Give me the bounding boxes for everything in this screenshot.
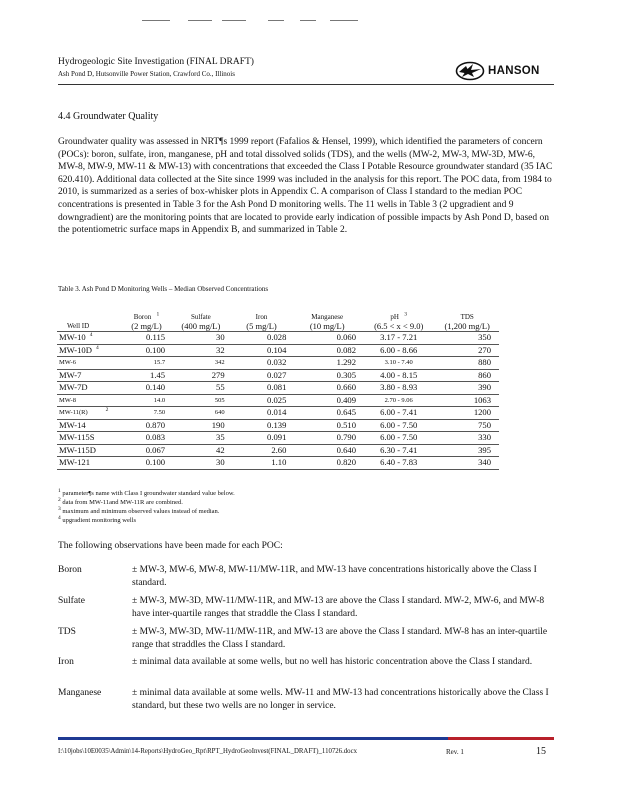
iron-cell: 1.10 (231, 457, 293, 470)
hanson-logo (455, 60, 550, 82)
top-faint-marks (0, 20, 618, 30)
ph-cell: 3.10 - 7.40 (362, 357, 435, 370)
observations-intro: The following observations have been made for each POC: (58, 541, 283, 551)
tds-cell: 1063 (435, 394, 499, 407)
iron-cell: 0.025 (231, 394, 293, 407)
iron-cell: 2.60 (231, 444, 293, 457)
hanson-star-icon (455, 61, 485, 81)
tds-cell: 395 (435, 444, 499, 457)
sulfate-cell: 30 (171, 457, 231, 470)
well-id-cell: MW-6 (57, 357, 122, 370)
iron-cell: 0.081 (231, 382, 293, 395)
boron-cell: 0.083 (122, 432, 171, 445)
footer-bar-blue (58, 737, 448, 740)
header-boron: Boron $^1$ (2 mg/L) (131, 311, 162, 331)
observation-text: ± MW-3, MW-3D, MW-11/MW-11R, and MW-13 are above the Class I standard. MW-2, MW-6, and MW-8 have inter-quartile ranges that straddle the Class I standard. (132, 596, 545, 619)
header-iron: Iron (5 mg/L) (246, 313, 277, 331)
sulfate-cell: 32 (171, 344, 231, 357)
boron-cell: 0.100 (122, 457, 171, 470)
observation-text: ± MW-3, MW-6, MW-8, MW-11/MW-11R, and MW-13 have concentrations historically above the Class I standard. (132, 565, 537, 588)
sulfate-cell: 342 (171, 357, 231, 370)
boron-cell: 0.140 (122, 382, 171, 395)
well-id-cell: MW-7 (57, 369, 122, 382)
observation-label: TDS (58, 627, 76, 637)
table-row (57, 432, 499, 445)
ph-cell: 6.30 - 7.41 (362, 444, 435, 457)
observation-text: ± MW-3, MW-3D, MW-11/MW-11R, and MW-13 are above the Class I standard. MW-8 has an inter-quartile range that straddles the Class I standard. (132, 627, 548, 650)
manganese-cell: 0.790 (292, 432, 362, 445)
boron-cell: 14.0 (122, 394, 171, 407)
section-title: 4.4 Groundwater Quality (58, 111, 159, 122)
well-id-cell: MW-8 (57, 394, 122, 407)
sulfate-cell: 42 (171, 444, 231, 457)
header-well: Well ID (67, 322, 90, 330)
ph-cell: 6.40 - 7.83 (362, 457, 435, 470)
page-number: 15 (536, 746, 546, 757)
footer-revision: Rev. 1 (446, 748, 464, 756)
boron-cell: 1.45 (122, 369, 171, 382)
well-id-cell: MW-10D $^4$ (57, 344, 122, 357)
row-footnote-mark: 4 (89, 332, 93, 339)
iron-cell: 0.028 (231, 332, 293, 345)
well-id-cell: MW-7D (57, 382, 122, 395)
header-subtitle: Ash Pond D, Hutsonville Power Station, Crawford Co., Illinois (58, 70, 235, 78)
observation-label: Iron (58, 657, 74, 667)
boron-cell: 0.067 (122, 444, 171, 457)
tds-cell: 330 (435, 432, 499, 445)
manganese-cell: 0.660 (292, 382, 362, 395)
iron-cell: 0.091 (231, 432, 293, 445)
ph-cell: 6.00 - 8.66 (362, 344, 435, 357)
sulfate-cell: 30 (171, 332, 231, 345)
well-id-cell: MW-115D (57, 444, 122, 457)
logo-wordmark: HANSON (488, 65, 540, 77)
sulfate-cell: 279 (171, 369, 231, 382)
well-id-cell: MW-115S (57, 432, 122, 445)
iron-cell: 0.139 (231, 419, 293, 432)
manganese-cell: 0.820 (292, 457, 362, 470)
header-title: Hydrogeologic Site Investigation (FINAL DRAFT) (58, 57, 254, 67)
body-paragraph (58, 136, 554, 237)
table-row (57, 369, 499, 382)
table-row (57, 457, 499, 470)
table-header-row (57, 303, 499, 332)
footer-file-path: I:\10jobs\10E0035\Admin\14-Reports\HydroGeo_Rpt\RPT_HydroGeoInvest(FINAL_DRAFT)_110726.docx (58, 748, 357, 755)
observation-label: Boron (58, 565, 82, 575)
manganese-cell: 1.292 (292, 357, 362, 370)
ph-cell: 6.00 - 7.41 (362, 407, 435, 420)
table-row (57, 357, 499, 370)
manganese-cell: 0.510 (292, 419, 362, 432)
monitoring-wells-table (57, 303, 499, 470)
manganese-cell: 0.305 (292, 369, 362, 382)
sulfate-cell: 640 (171, 407, 231, 420)
boron-cell: 15.7 (122, 357, 171, 370)
tds-cell: 860 (435, 369, 499, 382)
well-id-cell: MW-10 $^4$ (57, 332, 122, 345)
tds-cell: 270 (435, 344, 499, 357)
ph-cell: 3.80 - 8.93 (362, 382, 435, 395)
ph-cell: 4.00 - 8.15 (362, 369, 435, 382)
boron-cell: 0.115 (122, 332, 171, 345)
table-row (57, 344, 499, 357)
table-row (57, 332, 499, 345)
table-row (57, 444, 499, 457)
iron-cell: 0.032 (231, 357, 293, 370)
boron-cell: 7.50 (122, 407, 171, 420)
manganese-cell: 0.409 (292, 394, 362, 407)
well-id-cell: MW-11(R) $^2$ (57, 407, 122, 420)
sulfate-cell: 55 (171, 382, 231, 395)
observation-label: Sulfate (58, 596, 85, 606)
tds-cell: 750 (435, 419, 499, 432)
footer-bar-red (448, 737, 554, 740)
table-caption: Table 3. Ash Pond D Monitoring Wells – Median Observed Concentrations (58, 285, 269, 293)
observation-label: Manganese (58, 688, 102, 698)
observation-text: ± minimal data available at some wells, but no well has historic concentration above the Class I standard. (132, 657, 533, 667)
manganese-cell: 0.645 (292, 407, 362, 420)
ph-cell: 3.17 - 7.21 (362, 332, 435, 345)
boron-cell: 0.870 (122, 419, 171, 432)
boron-cell: 0.100 (122, 344, 171, 357)
manganese-cell: 0.082 (292, 344, 362, 357)
table-row (57, 394, 499, 407)
footnote-3: $^3$ maximum and minimum observed values instead of median. (58, 505, 220, 515)
table-row (57, 407, 499, 420)
row-footnote-mark: 2 (105, 406, 109, 413)
paragraph-text: Groundwater quality was assessed in NRT¶s 1999 report (Fafalios & Hensel, 1999), which identified the parameters of concern (POCs): boron, sulfate, iron, manganese, pH and total dissolved solids (TDS), and the wells (MW-2, MW-3, MW-3D, MW-6, MW-8, MW-9, MW-11 & MW-13) with concentrations that exceeded the Class I Potable Resource groundwater standard (35 IAC 620.410). Additional data collected at the Site since 1999 was included in the analysis for this report. The POC data, from 1984 to 2010, is summarized as a series of box-whisker plots in Appendix C. A comparison of Class I standard to the median POC concentrations is presented in Table 3 for the Ash Pond D monitoring wells. The 11 wells in Table 3 (2 upgradient and 9 downgradient) are the monitoring points that are located to provide early indication of possible impacts by Ash Pond D, based on the potentiometric surface maps in Appendix B, and summarized in Table 2. (58, 137, 553, 236)
sulfate-cell: 505 (171, 394, 231, 407)
iron-cell: 0.027 (231, 369, 293, 382)
footnote-2: $^2$ data from MW-11and MW-11R are combined. (58, 496, 183, 506)
tds-cell: 340 (435, 457, 499, 470)
well-id-cell: MW-14 (57, 419, 122, 432)
footnote-1: $^1$ parameter¶s name with Class I groundwater standard value below. (58, 487, 235, 497)
manganese-cell: 0.640 (292, 444, 362, 457)
observation-text: ± minimal data available at some wells. MW-11 and MW-13 had concentrations historically above the Class I standard, but these two wells are no longer in service. (132, 688, 549, 711)
ph-cell: 6.00 - 7.50 (362, 432, 435, 445)
sulfate-cell: 35 (171, 432, 231, 445)
tds-cell: 880 (435, 357, 499, 370)
iron-cell: 0.104 (231, 344, 293, 357)
tds-cell: 390 (435, 382, 499, 395)
ph-cell: 6.00 - 7.50 (362, 419, 435, 432)
tds-cell: 350 (435, 332, 499, 345)
sulfate-cell: 190 (171, 419, 231, 432)
header-sulfate: Sulfate (400 mg/L) (181, 313, 221, 331)
well-id-cell: MW-121 (57, 457, 122, 470)
footnote-4: $^4$ upgradient monitoring wells (58, 514, 137, 524)
table-row (57, 382, 499, 395)
header-ph: pH $^3$ (6.5 < x < 9.0) (374, 311, 424, 331)
header-rule (58, 84, 554, 85)
manganese-cell: 0.060 (292, 332, 362, 345)
row-footnote-mark: 4 (95, 344, 99, 351)
tds-cell: 1200 (435, 407, 499, 420)
header-manganese: Manganese (10 mg/L) (309, 313, 345, 331)
ph-cell: 2.70 - 9.06 (362, 394, 435, 407)
table-row (57, 419, 499, 432)
header-tds: TDS (1,200 mg/L) (444, 313, 490, 331)
iron-cell: 0.014 (231, 407, 293, 420)
